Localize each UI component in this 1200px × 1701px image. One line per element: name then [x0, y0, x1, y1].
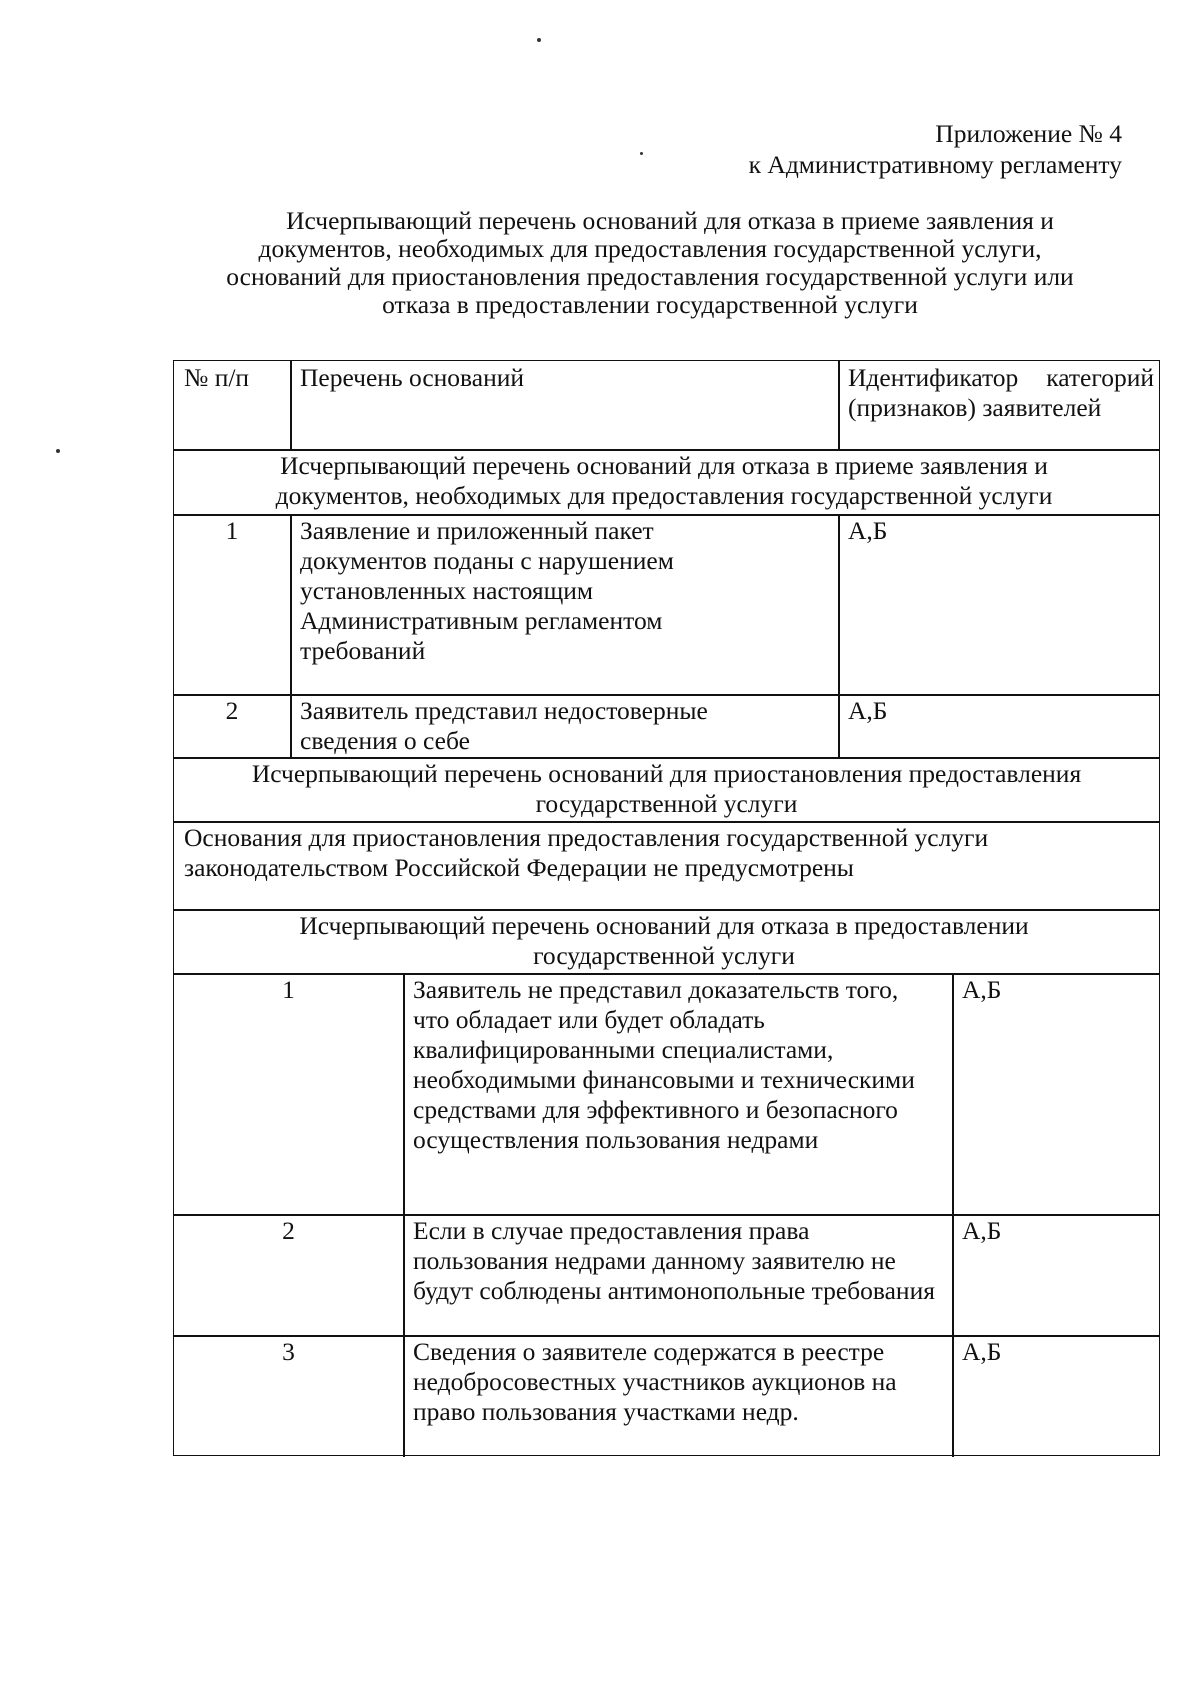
column-divider: [952, 973, 954, 1457]
section-title-refusal-service: Исчерпывающий перечень оснований для отказа в предоставлении государственной услуги: [299, 911, 1029, 970]
title-line-3: оснований для приостановления предоставления государственной услуги или: [226, 262, 1074, 291]
row-reason: Если в случае предоставления права пользования недрами данному заявителю не будут соблюдены антимонопольные требования: [413, 1216, 935, 1305]
header-identifier: Идентификатор категорий (признаков) заявителей: [848, 363, 1154, 422]
section-title-refusal-acceptance: Исчерпывающий перечень оснований для отказа в приеме заявления и документов, необходимых для предоставления государственной услуги: [275, 451, 1053, 510]
appendix-regulation: к Административному регламенту: [748, 150, 1122, 179]
row-reason: Сведения о заявителе содержатся в реестре недобросовестных участников аукционов на право пользования участками недр.: [413, 1337, 897, 1426]
row-reason: Заявление и приложенный пакет документов поданы с нарушением установленных настоящим Административным регламентом требований: [300, 516, 674, 665]
row-identifier: А,Б: [962, 1337, 1002, 1366]
row-identifier: А,Б: [848, 516, 888, 545]
row-number: 2: [282, 1216, 295, 1245]
scan-speck: [56, 449, 60, 453]
title-line-4: отказа в предоставлении государственной услуги: [382, 290, 918, 319]
row-identifier: А,Б: [848, 696, 888, 725]
row-reason: Заявитель не представил доказательств того, что обладает или будет обладать квалифицированными специалистами, необходимыми финансовыми и техническими средствами для эффективного и безопасного осуществления пользования недрами: [413, 975, 915, 1154]
section-title-suspension: Исчерпывающий перечень оснований для приостановления предоставления государственной услуги: [251, 759, 1082, 818]
column-divider: [838, 361, 840, 450]
row-identifier: А,Б: [962, 975, 1002, 1004]
grounds-table: [173, 360, 1160, 1456]
row-number: 2: [225, 696, 239, 725]
column-divider: [403, 973, 405, 1457]
row-identifier: А,Б: [962, 1216, 1002, 1245]
header-number: № п/п: [184, 363, 250, 392]
row-number: 3: [282, 1337, 295, 1366]
appendix-reference: [562, 118, 1122, 180]
suspension-note: Основания для приостановления предоставления государственной услуги законодательством Российской Федерации не предусмотрены: [184, 823, 989, 882]
document-title: [170, 207, 1130, 319]
title-line-1: Исчерпывающий перечень оснований для отказа в приеме заявления и: [286, 206, 1054, 235]
title-line-2: документов, необходимых для предоставления государственной услуги,: [258, 234, 1042, 263]
row-reason: Заявитель представил недостоверные сведения о себе: [300, 696, 708, 755]
row-number: 1: [225, 516, 239, 545]
column-divider: [290, 514, 292, 758]
scan-speck: [537, 38, 541, 42]
row-number: 1: [282, 975, 295, 1004]
header-reasons: Перечень оснований: [300, 363, 525, 392]
column-divider: [290, 361, 292, 450]
column-divider: [838, 514, 840, 758]
appendix-number: Приложение № 4: [935, 119, 1122, 148]
